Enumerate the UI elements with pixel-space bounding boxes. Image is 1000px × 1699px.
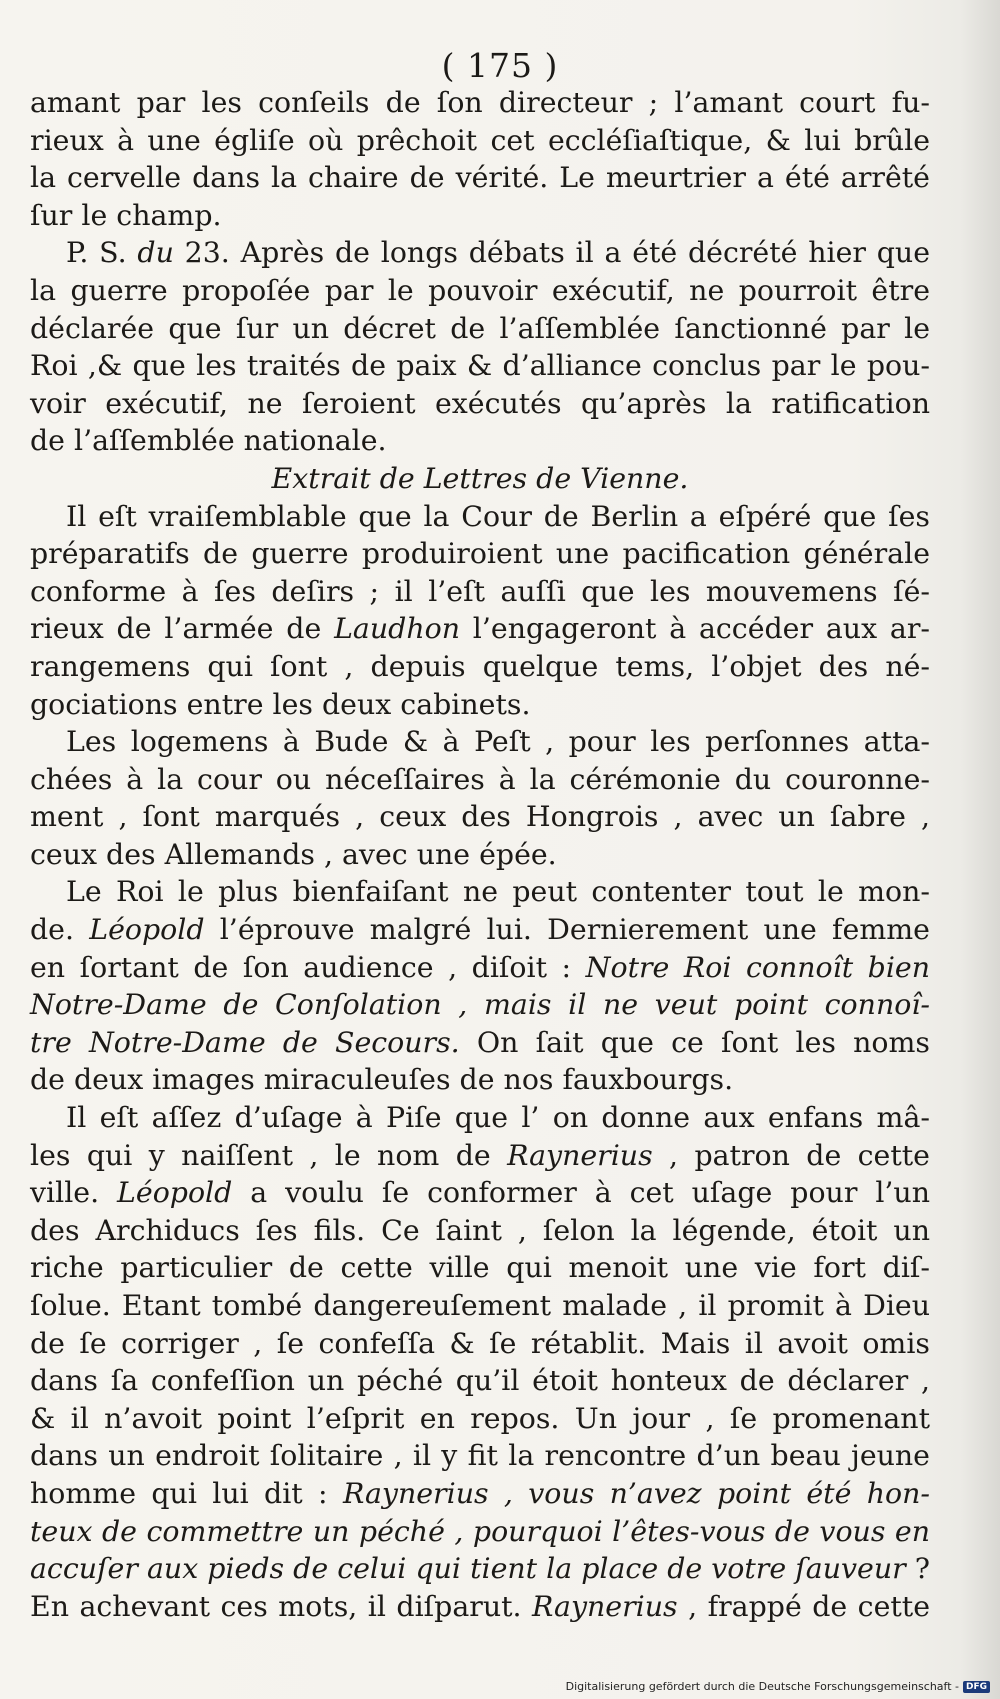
text-line	[30, 460, 930, 498]
text-run: dans ſa confeſſion un péché qu’il étoit honteux de déclarer ,	[30, 1364, 930, 1398]
text-line	[30, 197, 930, 235]
text-line	[30, 648, 930, 686]
text-run: ceux des Allemands , avec une épée.	[30, 837, 557, 871]
text-run: , patron de cette	[652, 1138, 930, 1172]
text-line	[30, 347, 930, 385]
text-run: ſur le champ.	[30, 198, 222, 232]
text-line	[30, 1550, 930, 1588]
text-line	[30, 385, 930, 423]
text-run: rieux à une égliſe où prêchoit cet eccléſiaſtique, & lui brûle	[30, 123, 930, 157]
text-line	[30, 798, 930, 836]
text-run: rangemens qui ſont , depuis quelque tems, l’objet des né-	[30, 649, 930, 683]
text-line	[30, 986, 930, 1024]
text-run: de ſe corriger , ſe confeſſa & ſe rétablit. Mais il avoit omis	[30, 1326, 930, 1360]
italic-run: du	[137, 236, 174, 270]
text-line	[30, 836, 930, 874]
text-run: ment , ſont marqués , ceux des Hongrois , avec un ſabre ,	[30, 800, 930, 834]
text-line	[30, 573, 930, 611]
text-run: de l’aſſemblée nationale.	[30, 424, 387, 458]
text-run: les qui y naiſſent , le nom de	[30, 1138, 508, 1172]
credit-text: Digitalisierung gefördert durch die Deutsche Forschungsgemeinschaft -	[565, 1680, 959, 1693]
text-line	[30, 610, 930, 648]
text-line	[30, 1137, 930, 1175]
text-run: gociations entre les deux cabinets.	[30, 687, 531, 721]
text-run: la guerre propoſée par le pouvoir exécutif, ne pourroit être	[30, 273, 930, 307]
text-line	[30, 1437, 930, 1475]
text-line	[30, 1099, 930, 1137]
text-line	[30, 761, 930, 799]
text-run: Il eſt aſſez d’uſage à Piſe que l’ on donne aux enfans mâ-	[66, 1101, 930, 1135]
italic-run: tre Notre-Dame de Secours.	[30, 1025, 460, 1059]
text-run: de deux images miraculeuſes de nos fauxbourgs.	[30, 1063, 734, 1097]
text-run: l’éprouve malgré lui. Dernierement une femme	[204, 913, 930, 947]
italic-run: Laudhon	[334, 612, 460, 646]
text-run: amant par les conſeils de ſon directeur ; l’amant court fu-	[30, 86, 930, 119]
text-line	[30, 873, 930, 911]
text-run: Roi ,& que les traités de paix & d’alliance conclus par le pou-	[30, 349, 930, 383]
text-line	[30, 422, 930, 460]
text-line	[30, 1061, 930, 1099]
text-line	[30, 1588, 930, 1626]
text-run: l’engageront à accéder aux ar-	[459, 612, 930, 646]
text-line	[30, 1513, 930, 1551]
text-line	[30, 535, 930, 573]
text-run: chées à la cour ou néceſſaires à la cérémonie du couronne-	[30, 762, 930, 796]
text-run: voir exécutif, ne ſeroient exécutés qu’après la ratification	[30, 386, 930, 420]
text-line	[30, 84, 930, 122]
text-run: a voulu ſe conformer à cet uſage pour l’un	[232, 1176, 930, 1210]
text-run: Le Roi le plus bienfaiſant ne peut contenter tout le mon-	[66, 875, 930, 909]
text-line	[30, 1325, 930, 1363]
text-run: Il eſt vraiſemblable que la Cour de Berlin a eſpéré que ſes	[66, 499, 930, 533]
text-run: préparatifs de guerre produiroient une pacification générale	[30, 537, 930, 571]
text-run: En achevant ces mots, il diſparut.	[30, 1589, 533, 1623]
italic-run: Raynerius , vous n’avez point été hon-	[342, 1476, 930, 1510]
text-run: la cervelle dans la chaire de vérité. Le meurtrier a été arrêté	[30, 161, 930, 195]
text-line	[30, 234, 930, 272]
text-line	[30, 911, 930, 949]
text-run: & il n’avoit point l’eſprit en repos. Un jour , ſe promenant	[30, 1401, 930, 1435]
text-line	[30, 1287, 930, 1325]
text-line	[30, 159, 930, 197]
text-run: en ſortant de ſon audience , diſoit :	[30, 950, 586, 984]
digitization-credit	[566, 1680, 990, 1693]
text-line	[30, 1174, 930, 1212]
text-line	[30, 1212, 930, 1250]
text-run: homme qui lui dit :	[30, 1476, 343, 1510]
text-line	[30, 1249, 930, 1287]
italic-run: Notre Roi connoît bien	[585, 950, 931, 984]
text-line	[30, 1362, 930, 1400]
text-run: de.	[30, 913, 90, 947]
text-run: On ſait que ce ſont les noms	[459, 1025, 930, 1059]
italic-run: teux de commettre un péché , pourquoi l’êtes-vous de vous en	[30, 1514, 930, 1548]
text-run: ſolue. Etant tombé dangereuſement malade , il promit à Dieu	[30, 1289, 930, 1322]
text-run: des Archiducs ſes fils. Ce ſaint , ſelon la légende, étoit un	[30, 1213, 930, 1247]
italic-run: Léopold	[89, 913, 205, 947]
text-run: 23. Après de longs débats il a été décrété hier que	[173, 236, 931, 270]
italic-run: Raynerius	[532, 1589, 678, 1623]
text-line	[30, 498, 930, 536]
text-line	[30, 686, 930, 724]
text-line	[30, 949, 930, 987]
text-run: riche particulier de cette ville qui menoit une vie fort diſ-	[30, 1251, 930, 1285]
text-line	[30, 122, 930, 160]
body-text	[30, 84, 930, 1625]
text-run: , frappé de cette	[677, 1589, 930, 1623]
text-run: P. S.	[66, 236, 138, 270]
text-run: ville.	[30, 1176, 118, 1210]
text-line	[30, 1024, 930, 1062]
dfg-logo-icon: DFG	[963, 1681, 990, 1693]
text-line	[30, 1475, 930, 1513]
text-line	[30, 310, 930, 348]
text-run: dans un endroit ſolitaire , il y fit la rencontre d’un beau jeune	[30, 1439, 930, 1473]
page-number: ( 175 )	[441, 46, 559, 85]
italic-run: Raynerius	[507, 1138, 653, 1172]
text-run: rieux de l’armée de	[30, 612, 335, 646]
italic-run: accuſer aux pieds de celui qui tient la place de votre ſauveur	[30, 1552, 906, 1586]
text-run: ?	[905, 1552, 930, 1586]
italic-run: Notre-Dame de Conſolation , mais il ne veut point connoî-	[30, 988, 930, 1022]
italic-run: Léopold	[117, 1176, 233, 1210]
text-run: Les logemens à Bude & à Peſt , pour les perſonnes atta-	[66, 725, 930, 759]
text-line	[30, 723, 930, 761]
text-line	[30, 272, 930, 310]
italic-run: Extrait de Lettres de Vienne.	[271, 461, 689, 495]
text-run: conforme à ſes deſirs ; il l’eſt auſſi que les mouvemens ſé-	[30, 574, 930, 608]
text-run: déclarée que ſur un décret de l’aſſemblée ſanctionné par le	[30, 311, 930, 345]
text-line	[30, 1400, 930, 1438]
